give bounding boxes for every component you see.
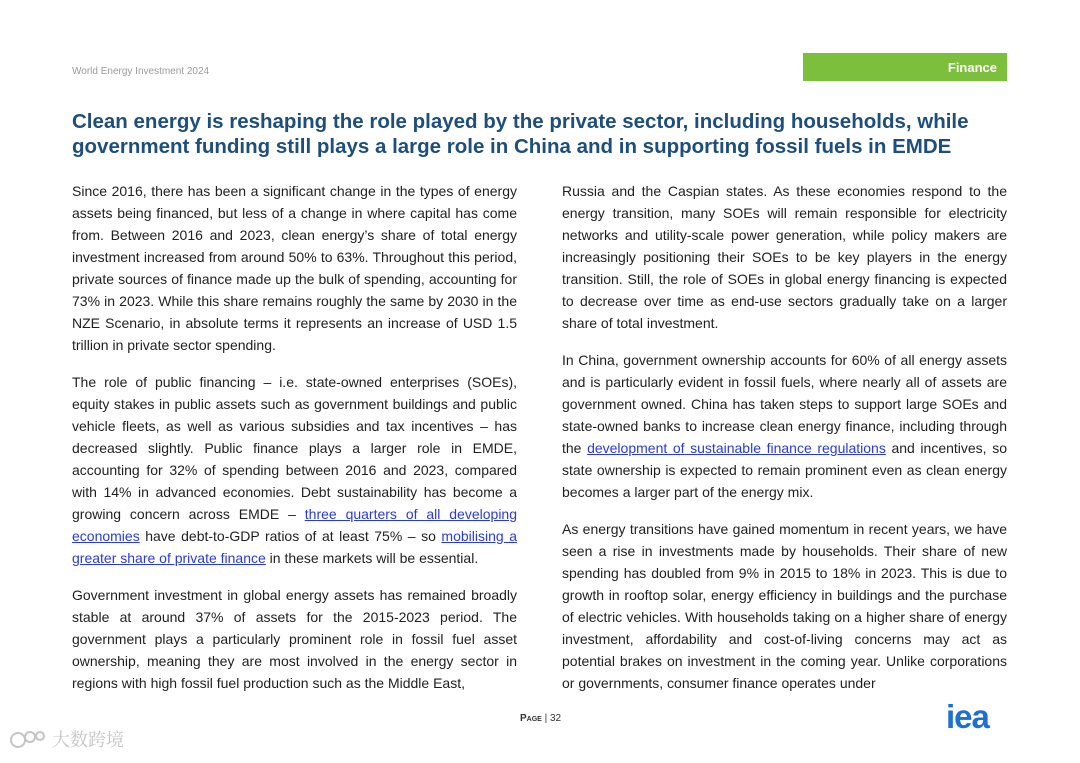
paragraph: [72, 371, 517, 569]
link-sustainable-finance-regulations[interactable]: development of sustainable finance regulations: [587, 440, 886, 456]
watermark-icon: [8, 727, 48, 751]
paragraph: [562, 349, 1007, 503]
link-developing-economies[interactable]: three quarters of all developing economies: [72, 506, 517, 544]
paragraph: As energy transitions have gained momentum in recent years, we have seen a rise in investments made by households. Their share of new spending has doubled from 9% in 2015 to 18% in 2023. This is due to growth in rooftop solar, energy efficiency in buildings and the purchase of electric vehicles. With households taking on a higher share of energy investment, affordability and cost-of-living concerns may act as potential brakes on investment in the coming year. Unlike corporations or governments, consumer finance operates under: [562, 521, 1007, 691]
page-label: Page: [520, 713, 542, 724]
page-number-value: 32: [550, 713, 562, 724]
link-mobilising-private-finance[interactable]: mobilising a greater share of private finance: [72, 528, 517, 566]
paragraph: Since 2016, there has been a significant change in the types of energy assets being financed, but less of a change in where capital has come from. Between 2016 and 2023, clean energy’s share of total energy investment increased from around 50% to 63%. Throughout this period, private sources of finance made up the bulk of spending, accounting for 73% in 2023. While this share remains roughly the same by 2030 in the NZE Scenario, in absolute terms it represents an increase of USD 1.5 trillion in private sector spending.: [72, 183, 517, 353]
svg-text:iea: iea: [946, 700, 989, 735]
paragraph-text: have debt-to-GDP ratios of at least 75% – so: [139, 528, 442, 544]
running-header: World Energy Investment 2024: [72, 66, 210, 77]
iea-logo: [945, 700, 1007, 736]
left-column: [72, 180, 517, 709]
watermark: [8, 726, 124, 752]
page-number: Page | 32: [520, 713, 562, 724]
paragraph-text: In China, government ownership accounts for 60% of all energy assets and is particularly evident in fossil fuels, where nearly all of assets are government owned. China has taken steps to support large SOEs and state-owned banks to increase clean energy finance, including through the: [562, 352, 1007, 456]
paragraph: Russia and the Caspian states. As these economies respond to the energy transition, many SOEs will remain responsible for electricity networks and utility-scale power generation, while policy makers are increasingly positioning their SOEs to be key players in the energy transition. Still, the role of SOEs in global energy financing is expected to decrease over time as end-use sectors gradually take on a larger share of total investment.: [562, 183, 1007, 331]
paragraph-text: and incentives, so state ownership is expected to remain prominent even as clean energy becomes a larger part of the energy mix.: [562, 440, 1007, 500]
paragraph-text: The role of public financing – i.e. state-owned enterprises (SOEs), equity stakes in public assets such as government buildings and public vehicle fleets, as well as various subsidies and tax incentives – has decreased slightly. Public finance plays a larger role in EMDE, accounting for 32% of spending between 2016 and 2023, compared with 14% in advanced economies. Debt sustainability has become a growing concern across EMDE –: [72, 374, 517, 522]
section-tab: Finance: [803, 53, 1007, 81]
paragraph-text: in these markets will be essential.: [265, 550, 479, 566]
right-column: [562, 180, 1007, 709]
page-title: Clean energy is reshaping the role played by the private sector, including households, while government funding still plays a large role in China and in supporting fossil fuels in EMDE: [72, 110, 969, 158]
watermark-text: 大数跨境: [52, 730, 124, 750]
paragraph: Government investment in global energy assets has remained broadly stable at around 37% of assets for the 2015-2023 period. The government plays a particularly prominent role in fossil fuel asset ownership, meaning they are most involved in the energy sector in regions with high fossil fuel production such as the Middle East,: [72, 587, 517, 691]
